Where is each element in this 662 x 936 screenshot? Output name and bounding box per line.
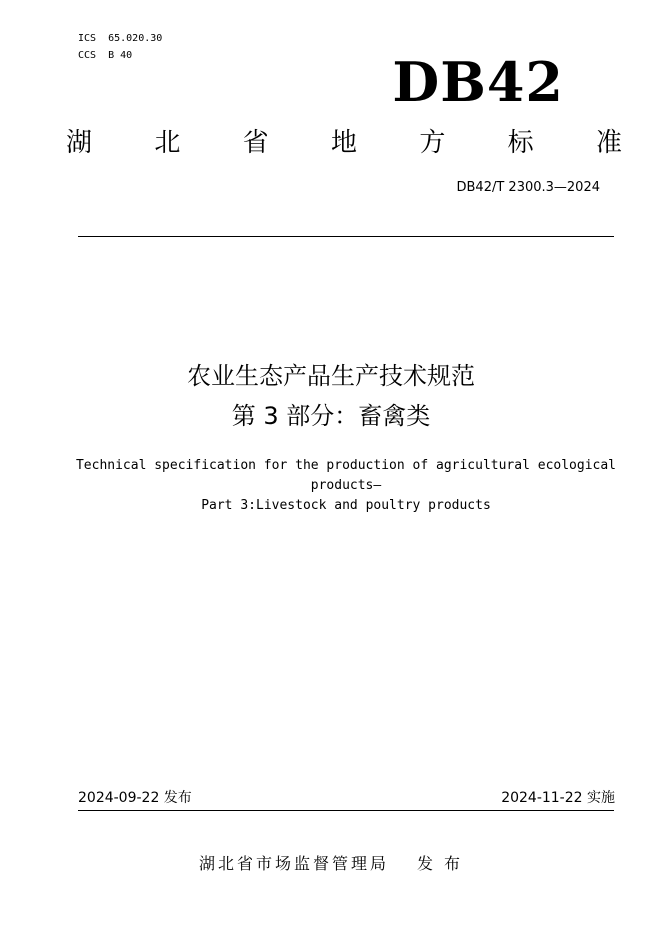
issuer-name: 湖北省市场监督管理局 [198, 854, 389, 873]
issue-label: 发 布 [416, 854, 464, 873]
standard-type-char: 湖 [66, 128, 93, 158]
english-title-line-1: Technical specification for the production of agricultural ecological [75, 458, 617, 473]
implement-date: 2024-11-22 实施 [501, 790, 615, 806]
english-title-line-3: Part 3:Livestock and poultry products [201, 498, 491, 513]
publish-date: 2024-09-22 发布 [78, 790, 192, 806]
chinese-title-line-1: 农业生态产品生产技术规范 [187, 362, 475, 390]
header-divider [78, 236, 614, 237]
standard-type-char: 准 [595, 128, 622, 158]
footer-divider [78, 810, 614, 811]
ics-code: ICS 65.020.30 [78, 33, 163, 44]
chinese-title-line-2: 第 3 部分：畜禽类 [231, 402, 431, 430]
english-title [60, 456, 632, 516]
db42-logo: DB42 [392, 50, 564, 114]
standard-number: DB42/T 2300.3—2024 [456, 180, 600, 195]
standard-type-char: 标 [507, 128, 534, 158]
standard-type-char: 地 [330, 128, 357, 158]
standard-type-title [66, 124, 622, 162]
ccs-code: CCS B 40 [78, 50, 133, 61]
standard-type-char: 方 [419, 128, 446, 158]
standard-type-char: 省 [242, 128, 269, 158]
issuer-line [0, 852, 662, 876]
standard-type-char: 北 [154, 128, 181, 158]
english-title-line-2: products— [310, 478, 382, 493]
